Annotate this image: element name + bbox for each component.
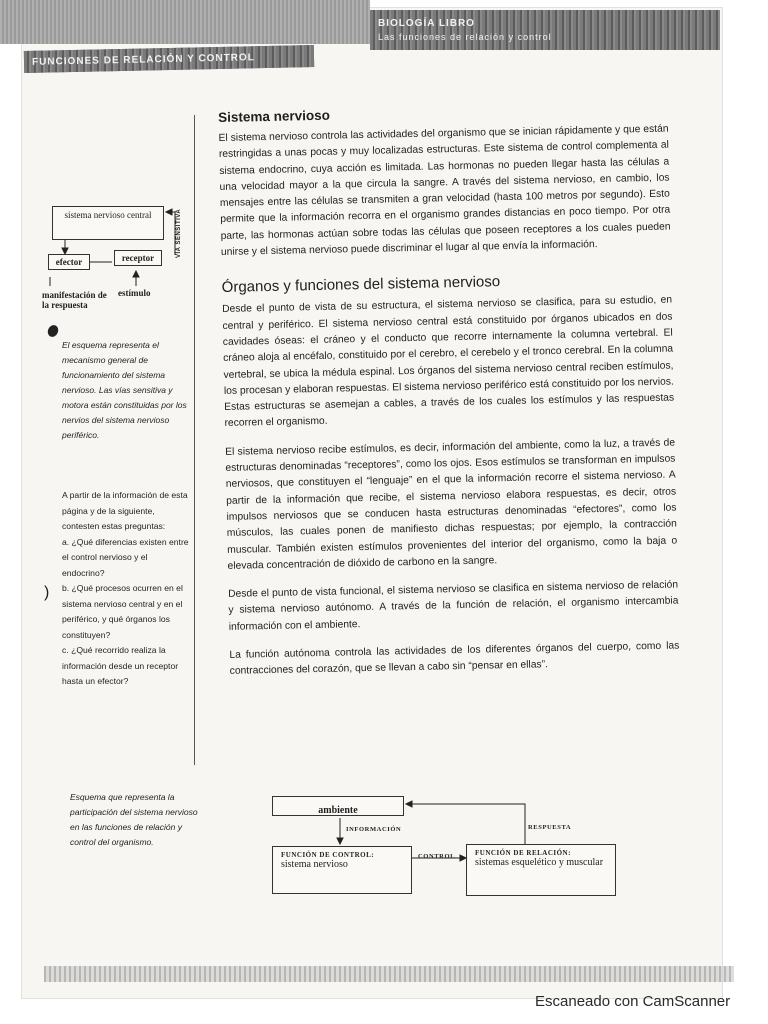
response-path xyxy=(410,804,525,844)
information-arrowhead xyxy=(337,838,343,844)
column-divider xyxy=(194,115,195,765)
section-title: Sistema nervioso xyxy=(218,107,331,125)
relation-function-value: sistemas esquelético y muscular xyxy=(475,857,604,868)
control-function-label: FUNCIÓN DE CONTROL: xyxy=(281,851,375,859)
control-function-value: sistema nervioso xyxy=(281,859,348,870)
manifestacion-label: manifestación de la respuesta xyxy=(42,290,107,310)
control-label: CONTROL xyxy=(418,853,456,860)
central-nervous-label: sistema nervioso central xyxy=(64,210,152,220)
questions-intro: A partir de la información de esta página y de la siguiente, contesten estas preguntas: xyxy=(62,490,188,531)
sensory-path xyxy=(168,212,175,255)
via-sensitiva-label: VÍA SENSITIVA xyxy=(176,208,182,258)
relation-function-label: FUNCIÓN DE RELACIÓN: xyxy=(475,849,571,857)
control-arrowhead xyxy=(460,855,466,861)
main-text xyxy=(218,101,680,693)
book-title: BIOLOGÍA LIBRO xyxy=(378,18,475,29)
chapter-subtitle: Las funciones de relación y control xyxy=(378,32,552,42)
intro-paragraph: El sistema nervioso controla las actividades del organismo que se inician rápidamente y que están restringidas a unas pocas y muy localizadas estructuras. Este sistema de control complementa al sistema endocrino, cuya acción es limitada. Las hormonas no pueden llegar hasta las células a una velocidad mayor a la que circula la sangre. A través del sistema nervioso, en cambio, los mensajes entre las células se transmiten a gran velocidad (hasta 100 metros por segundo). Esto permite que la información recorra en el organismo grandes distancias en poco tiempo. Por otra parte, las hormonas actúan sobre todas las células que poseen receptores a los cuales pueden unirse y el sistema nervioso puede discriminar el lugar al que envía la información. xyxy=(218,123,671,259)
footer-texture xyxy=(44,966,734,982)
camscanner-watermark: Escaneado con CamScanner xyxy=(535,993,731,1010)
efector-label: efector xyxy=(55,257,83,267)
paragraph-functional: Desde el punto de vista funcional, el sistema nervioso se clasifica en sistema nervioso de relación y sistema nervioso autónomo. A través de la función de relación, el organismo intercambia información con el ambiente. xyxy=(228,579,679,633)
estimulo-label: estímulo xyxy=(118,288,151,298)
bottom-diagram-caption: Esquema que representa la participación del sistema nervioso en las funciones de relación y control del organismo. xyxy=(70,792,198,847)
response-arrowhead xyxy=(406,801,412,807)
paragraph-structure: Desde el punto de vista de su estructura, el sistema nervioso se clasifica, para su estudio, en central y periférico. El sistema nervioso central está constituido por órganos ubicados en dos cavidades óseas: el cráneo y el conducto que recorre internamente la columna vertebral. El cráneo aloja al encéfalo, constituido por el cerebro, el cerebelo y el tronco cerebral. En la columna vertebral, se ubica la médula espinal. Los órganos del sistema nervioso central reciben estímulos, los procesan y elaboran respuestas. El sistema nervioso periférico está constituido por los nervios. Estas estructuras se asemejan a cables, a través de los cuales los estímulos y las respuestas recorren el organismo. xyxy=(222,294,675,430)
binding-hole-icon: ) xyxy=(44,584,50,601)
paragraph-stimuli: El sistema nervioso recibe estímulos, es decir, información del ambiente, como la luz, a través de estructuras denominadas “receptores”, como los ojos. Esos estímulos se transforman en impulsos nerviosos, que constituyen el “lenguaje” en el que la información recorre el sistema nervioso. A partir de la información que recibe, el sistema nervioso elabora respuestas, es decir, otros impulsos nerviosos que se conducen hasta estructuras denominadas “efectores”, como los músculos, las cuales ponen de manifiesto dichas respuestas; por ejemplo, la contracción muscular. También existen estímulos provenientes del interior del organismo, como la baja o elevada concentración de dióxido de carbono en la sangre. xyxy=(225,437,678,572)
questions-block xyxy=(62,488,192,690)
motor-arrowhead xyxy=(62,248,68,254)
section-title-left: FUNCIONES DE RELACIÓN Y CONTROL xyxy=(31,51,255,68)
receptor-label: receptor xyxy=(121,253,155,263)
stimulus-arrowhead xyxy=(133,271,139,277)
information-label: INFORMACIÓN xyxy=(346,826,402,833)
section-header-right xyxy=(370,10,720,50)
response-label: RESPUESTA xyxy=(528,824,572,831)
bullet-icon xyxy=(46,324,60,338)
diagram-caption: El esquema representa el mecanismo general de funcionamiento del sistema nervioso. Las vías sensitiva y motora están constituidas por los nervios del sistema nervioso periférico. xyxy=(62,340,187,440)
header-texture xyxy=(0,0,370,44)
question-a: a. ¿Qué diferencias existen entre el control nervioso y el endocrino? xyxy=(62,536,189,578)
section-subtitle: Órganos y funciones del sistema nervioso xyxy=(221,273,501,297)
sensory-arrowhead xyxy=(166,209,172,215)
ambiente-label: ambiente xyxy=(318,805,358,816)
paragraph-autonomous: La función autónoma controla las actividades de los diferentes órganos del cuerpo, como las contracciones del corazón, que se llevan a cabo sin “pensar en ellas”. xyxy=(229,640,680,678)
small-diagram-arrows xyxy=(40,200,190,290)
question-c: c. ¿Qué recorrido realiza la información desde un receptor hasta un efector? xyxy=(62,645,179,686)
question-b: b. ¿Qué procesos ocurren en el sistema nervioso central y en el periférico, y qué órganos los constituyen? xyxy=(62,583,183,640)
